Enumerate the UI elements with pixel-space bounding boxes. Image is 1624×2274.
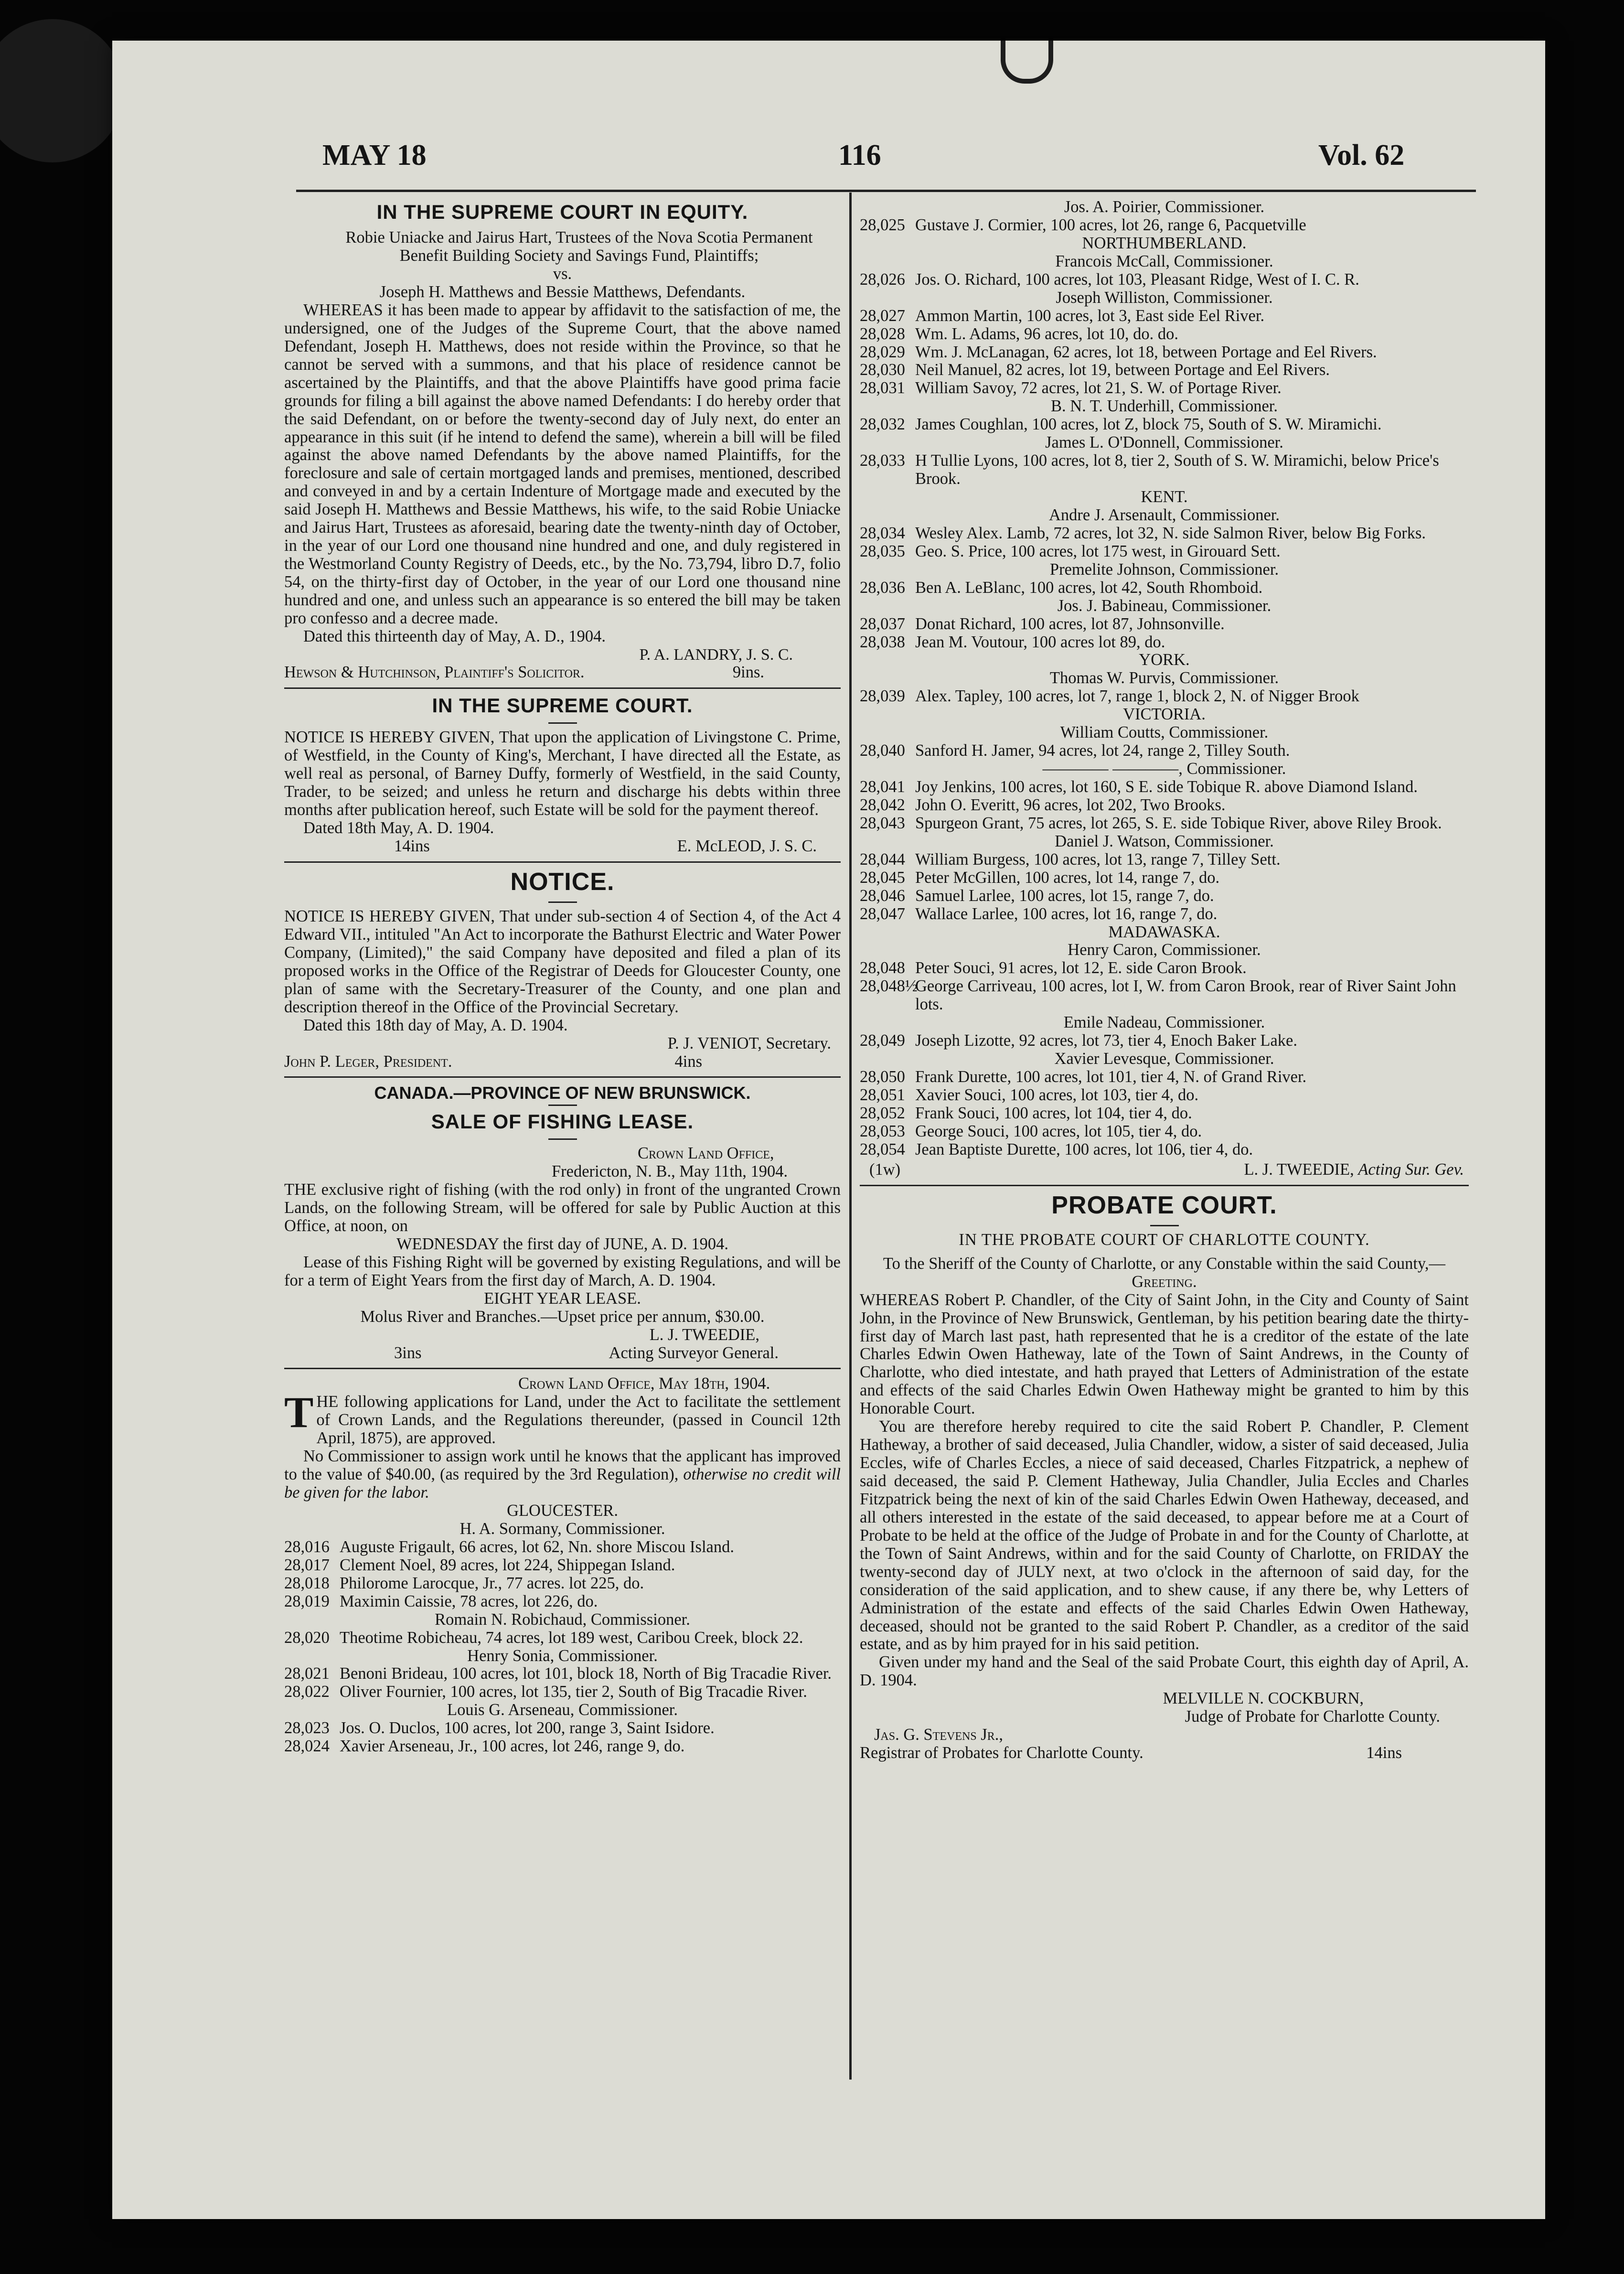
entry-number: 28,038 (860, 633, 905, 651)
entry-number: 28,023 (284, 1719, 330, 1738)
entry-text: Wm. L. Adams, 96 acres, lot 10, do. do. (915, 324, 1178, 343)
entry-text: Auguste Frigault, 66 acres, lot 62, Nn. shore Miscou Island. (340, 1537, 734, 1556)
divider (284, 687, 841, 689)
entry-text: Jean M. Voutour, 100 acres lot 89, do. (915, 633, 1165, 651)
land-entry (860, 633, 1469, 652)
entry-text: Frank Durette, 100 acres, lot 101, tier 4, N. of Grand River. (915, 1068, 1307, 1086)
entry-text: Jos. O. Duclos, 100 acres, lot 200, range 3, Saint Isidore. (340, 1719, 715, 1738)
entry-text: Philorome Larocque, Jr., 77 acres. lot 225, do. (340, 1574, 644, 1592)
equity-judge: P. A. LANDRY, J. S. C. (639, 645, 793, 664)
entry-number: 28,053 (860, 1122, 905, 1140)
divider (860, 1185, 1469, 1186)
fishing-title: SALE OF FISHING LEASE. (431, 1110, 694, 1133)
fishing-office: Crown Land Office, (638, 1144, 774, 1163)
entry-text: Oliver Fournier, 100 acres, lot 135, tier 2, South of Big Tracadie River. (340, 1683, 807, 1701)
entry-number: 28,049 (860, 1031, 905, 1050)
probate-greeting: Greeting. (1132, 1272, 1197, 1291)
probate-body2: You are therefore hereby required to cite the said Robert P. Chandler, P. Clement Hatheway, a brother of said deceased, Julia Chandler, widow, a sister of said deceased, Julia Eccles, wife of Charles Eccles, a niece of said deceased, Charles Fitzpatrick, a nephew of said deceased, the said P. Clement Hatheway, Julia Chandler, Julia Eccles and Charles Fitzpatrick being the next of kin of the said Charles Edwin Owen Hatheway, deceased, and all others interested in the estate of the said deceased, to appear before me at a Court of Probate to be held at the office of the Judge of Probate in and for the County of Charlotte, at the Town of Saint Andrews, within and for the said County of Charlotte, on FRIDAY the twenty-second day of JULY next, at two o'clock in the afternoon of said day, for the consideration of the said application, and to shew cause, if any there be, why Letters of Administration of the estate and effects of the said Charles Edwin Owen Hatheway, deceased, should not be granted to the said Robert P. Chandler, as a creditor of the said estate, and as by him prayed for in his said petition. (860, 1417, 1469, 1653)
probate-judge: MELVILLE N. COCKBURN, (1163, 1689, 1364, 1708)
land-entry (284, 1665, 841, 1683)
binder-ring (1001, 41, 1053, 84)
land-entry (860, 343, 1469, 362)
land-entry (860, 216, 1469, 235)
commissioner-watson: Daniel J. Watson, Commissioner. (1055, 832, 1274, 850)
crown-intro-text: HE following applications for Land, under the Act to facilitate the settlement of Crown Lands, and the Regulations thereunder, (passed in Council 12th April, 1875), are approved. (316, 1393, 841, 1448)
entry-text: Sanford H. Jamer, 94 acres, lot 24, range 2, Tilley South. (915, 741, 1290, 760)
entry-text: George Souci, 100 acres, lot 105, tier 4, do. (915, 1122, 1202, 1140)
fishing-province: CANADA.—PROVINCE OF NEW BRUNSWICK. (374, 1083, 751, 1103)
land-entry (284, 1593, 841, 1611)
entry-number: 28,032 (860, 415, 905, 434)
entry-text: Ammon Martin, 100 acres, lot 3, East side Eel River. (915, 306, 1265, 325)
fishing-body2: Lease of this Fishing Right will be governed by existing Regulations, and will be for a term of Eight Years from the first day of March, A. D. 1904. (284, 1253, 841, 1289)
supreme-title: IN THE SUPREME COURT. (432, 694, 693, 717)
equity-vs: vs. (553, 265, 572, 283)
entry-number: 28,040 (860, 741, 905, 760)
land-entry (860, 525, 1469, 543)
land-entry (284, 1538, 841, 1556)
commissioner-arsenault: Andre J. Arsenault, Commissioner. (1049, 505, 1280, 524)
commissioner-blank: ———— ————, Commissioner. (1042, 760, 1286, 778)
crown-intro (284, 1388, 841, 1448)
entry-number: 28,029 (860, 343, 905, 361)
entry-text: Donat Richard, 100 acres, lot 87, Johnsonville. (915, 614, 1225, 633)
commissioner-caron: Henry Caron, Commissioner. (1068, 941, 1261, 959)
entry-text: James Coughlan, 100 acres, lot Z, block 75, South of S. W. Miramichi. (915, 415, 1382, 434)
entry-text: William Burgess, 100 acres, lot 13, range 7, Tilley Sett. (915, 850, 1281, 869)
binder-hole-shadow (0, 19, 124, 162)
crown-note-italic: otherwise no credit will be given for the labor. (284, 1465, 841, 1502)
entry-number: 28,047 (860, 904, 905, 923)
supreme-dated: Dated 18th May, A. D. 1904. (303, 818, 494, 837)
equity-solicitor-row (284, 664, 841, 682)
fishing-sig-title: Acting Surveyor General. (609, 1343, 779, 1362)
county-york: YORK. (1139, 651, 1190, 669)
land-entry (860, 615, 1469, 633)
equity-ins: 9ins. (732, 663, 764, 682)
entry-text: Peter Souci, 91 acres, lot 12, E. side Caron Brook. (915, 959, 1247, 977)
entry-text: John O. Everitt, 96 acres, lot 202, Two Brooks. (915, 795, 1226, 814)
commissioner-poirier: Jos. A. Poirier, Commissioner. (1064, 198, 1265, 216)
entry-number: 28,024 (284, 1737, 330, 1756)
county-madawaska: MADAWASKA. (1108, 922, 1220, 941)
land-entry (284, 1629, 841, 1647)
entry-text: Wm. J. McLanagan, 62 acres, lot 18, between Portage and Eel Rivers. (915, 343, 1377, 361)
page-number: 116 (838, 139, 881, 172)
column-divider (849, 193, 852, 2080)
entry-text: Benoni Brideau, 100 acres, lot 101, block 18, North of Big Tracadie River. (340, 1664, 832, 1683)
entry-number: 28,018 (284, 1574, 330, 1592)
crown-sig-name: L. J. TWEEDIE, (1244, 1160, 1354, 1179)
supreme-judge: E. McLEOD, J. S. C. (677, 837, 817, 855)
entry-number: 28,050 (860, 1068, 905, 1086)
entry-number: 28,026 (860, 270, 905, 289)
entry-number: 28,030 (860, 361, 905, 379)
probate-body1: WHEREAS Robert P. Chandler, of the City of Saint John, in the City and County of Saint John, in the Province of New Brunswick, Gentleman, by his petition bearing date the thirty-first day of March last past, hath represented that he is a creditor of the estate of the late Charles Edwin Owen Hatheway, late of the Town of Saint Andrews, in the County of Charlotte, who died intestate, and hath prayed that Letters of Administration of the estate and effects of the said Charles Edwin Owen Hatheway might be granted to him by this Honorable Court. (860, 1290, 1469, 1418)
title-underline (548, 1105, 577, 1106)
land-entry (284, 1719, 841, 1738)
land-entry (860, 1141, 1469, 1159)
county-kent: KENT. (1141, 488, 1188, 506)
land-entry (284, 1683, 841, 1701)
entry-number: 28,051 (860, 1085, 905, 1104)
entry-text: Neil Manuel, 82 acres, lot 19, between Portage and Eel Rivers. (915, 361, 1330, 379)
commissioner-arseneau: Louis G. Arseneau, Commissioner. (447, 1701, 678, 1719)
county-victoria: VICTORIA. (1123, 705, 1206, 724)
entry-text: Xavier Arseneau, Jr., 100 acres, lot 246, range 9, do. (340, 1737, 685, 1756)
land-entry (284, 1575, 841, 1593)
equity-parties: Robie Uniacke and Jairus Hart, Trustees of the Nova Scotia Permanent Benefit Building Society and Savings Fund, Plaintiffs; (345, 228, 813, 265)
crown-tag: (1w) (869, 1160, 901, 1179)
title-underline (548, 901, 577, 903)
land-entry (860, 416, 1469, 434)
land-entry (860, 796, 1469, 815)
crown-sig-row (860, 1159, 1469, 1179)
notice-president: John P. Leger, President. (284, 1052, 452, 1071)
probate-title: PROBATE COURT. (1051, 1191, 1277, 1219)
land-entry (860, 579, 1469, 597)
probate-registrar: Jas. G. Stevens Jr., (874, 1726, 1004, 1744)
county-northumberland: NORTHUMBERLAND. (1082, 234, 1247, 252)
notice-dated: Dated this 18th day of May, A. D. 1904. (303, 1016, 568, 1034)
land-entry (860, 271, 1469, 289)
equity-defendants: Joseph H. Matthews and Bessie Matthews, Defendants. (379, 283, 746, 301)
probate-body3: Given under my hand and the Seal of the said Probate Court, this eighth day of April, A. D. 1904. (860, 1653, 1469, 1690)
entry-number: 28,033 (860, 451, 905, 470)
notice-title: NOTICE. (510, 868, 615, 896)
land-entry (860, 905, 1469, 923)
left-column (284, 198, 841, 1756)
land-entry (284, 1556, 841, 1575)
entry-number: 28,037 (860, 614, 905, 633)
entry-number: 28,035 (860, 542, 905, 560)
entry-text: H Tullie Lyons, 100 acres, lot 8, tier 2, South of S. W. Miramichi, below Price's Brook. (915, 451, 1439, 488)
newspaper-page (112, 41, 1545, 2219)
fishing-body1: THE exclusive right of fishing (with the rod only) in front of the ungranted Crown Lands, on the following Stream, will be offered for sale by Public Auction at this Office, at noon, on (284, 1180, 841, 1235)
entry-text: George Carriveau, 100 acres, lot I, W. from Caron Brook, rear of River Saint John lots. (915, 977, 1456, 1014)
probate-registrar-row (860, 1744, 1469, 1762)
entry-number: 28,025 (860, 215, 905, 234)
header-date: MAY 18 (322, 139, 427, 172)
land-entry (860, 851, 1469, 869)
fishing-sig-row (284, 1344, 841, 1362)
entry-number: 28,042 (860, 795, 905, 814)
entry-text: Wallace Larlee, 100 acres, lot 16, range 7, do. (915, 904, 1218, 923)
land-entry (284, 1738, 841, 1756)
probate-address (860, 1255, 1469, 1291)
commissioner-nadeau: Emile Nadeau, Commissioner. (1063, 1013, 1265, 1032)
entry-number: 28,046 (860, 886, 905, 905)
probate-subtitle: IN THE PROBATE COURT OF CHARLOTTE COUNTY. (959, 1230, 1370, 1249)
entry-number: 28,027 (860, 306, 905, 325)
title-underline (548, 1138, 577, 1140)
notice-ins: 4ins (674, 1052, 702, 1071)
probate-address-text: To the Sheriff of the County of Charlotte, or any Constable within the said County,— (883, 1254, 1446, 1273)
entry-text: Xavier Souci, 100 acres, lot 103, tier 4, do. (915, 1085, 1199, 1104)
entry-text: Ben A. LeBlanc, 100 acres, lot 42, South Rhomboid. (915, 578, 1263, 597)
commissioner-sormany: H. A. Sormany, Commissioner. (459, 1519, 665, 1538)
entry-number: 28,045 (860, 868, 905, 887)
notice-body: NOTICE IS HEREBY GIVEN, That under sub-section 4 of Section 4, of the Act 4 Edward VII., intituled "An Act to incorporate the Bathurst Electric and Water Power Company, (Limited)," the said Company have deposited and filed a plan of its proposed works in the Office of the Registrar of Deeds for Gloucester County, one plan of same with the Secretary-Treasurer of the County, and one plan and description thereof in the Office of the Provincial Secretary. (284, 907, 841, 1016)
entry-number: 28,039 (860, 687, 905, 706)
commissioner-underhill: B. N. T. Underhill, Commissioner. (1050, 397, 1278, 416)
land-entry (860, 307, 1469, 325)
entry-number: 28,019 (284, 1592, 330, 1610)
entry-number: 28,020 (284, 1628, 330, 1647)
land-entry (860, 1123, 1469, 1141)
land-entry (860, 379, 1469, 397)
divider (284, 1076, 841, 1078)
entry-number: 28,044 (860, 850, 905, 869)
notice-secretary: P. J. VENIOT, Secretary. (667, 1034, 831, 1052)
commissioner-johnson: Premelite Johnson, Commissioner. (1049, 560, 1279, 579)
notice-president-row (284, 1053, 841, 1071)
land-entry (860, 815, 1469, 833)
land-entry (860, 869, 1469, 887)
land-entry (860, 1086, 1469, 1105)
entry-text: Joseph Lizotte, 92 acres, lot 73, tier 4, Enoch Baker Lake. (915, 1031, 1297, 1050)
entry-number: 28,054 (860, 1140, 905, 1158)
entry-number: 28,043 (860, 814, 905, 832)
crown-note (284, 1448, 841, 1502)
entry-text: Geo. S. Price, 100 acres, lot 175 west, in Girouard Sett. (915, 542, 1281, 560)
entry-text: Spurgeon Grant, 75 acres, lot 265, S. E. side Tobique River, above Riley Brook. (915, 814, 1442, 832)
land-entry (860, 543, 1469, 561)
entry-text: Jos. O. Richard, 100 acres, lot 103, Pleasant Ridge, West of I. C. R. (915, 270, 1359, 289)
land-entry (860, 1105, 1469, 1123)
crown-note-text: No Commissioner to assign work until he knows that the applicant has improved to the value of $40.00, (as required by the 3rd Regulation), (284, 1447, 841, 1484)
land-entry (860, 959, 1469, 977)
fishing-sig-name: L. J. TWEEDIE, (649, 1325, 759, 1344)
entry-text: Gustave J. Cormier, 100 acres, lot 26, range 6, Pacquetville (915, 215, 1306, 234)
title-underline (548, 722, 577, 724)
commissioner-williston: Joseph Williston, Commissioner. (1056, 288, 1273, 307)
drop-cap: T (284, 1388, 314, 1437)
fishing-river: Molus River and Branches.—Upset price per annum, $30.00. (360, 1307, 765, 1326)
entry-text: Joy Jenkins, 100 acres, lot 160, S E. side Tobique R. above Diamond Island. (915, 778, 1418, 796)
equity-title: IN THE SUPREME COURT IN EQUITY. (376, 201, 748, 223)
entry-text: Alex. Tapley, 100 acres, lot 7, range 1, block 2, N. of Nigger Brook (915, 687, 1359, 706)
land-entry (860, 1032, 1469, 1050)
crown-sig-title: Acting Sur. Gev. (1358, 1160, 1464, 1179)
entry-number: 28,021 (284, 1664, 330, 1683)
right-column (860, 198, 1469, 1762)
entry-text: Theotime Robicheau, 74 acres, lot 189 west, Caribou Creek, block 22. (340, 1628, 803, 1647)
divider (284, 1368, 841, 1369)
equity-dated: Dated this thirteenth day of May, A. D., 1904. (303, 627, 606, 645)
entry-number: 28,017 (284, 1555, 330, 1574)
commissioner-purvis: Thomas W. Purvis, Commissioner. (1049, 669, 1279, 687)
entry-text: William Savoy, 72 acres, lot 21, S. W. of Portage River. (915, 379, 1282, 397)
entry-number: 28,034 (860, 524, 905, 542)
land-entry (860, 325, 1469, 343)
entry-text: Wesley Alex. Lamb, 72 acres, lot 32, N. side Salmon River, below Big Forks. (915, 524, 1426, 542)
entry-number: 28,048 (860, 959, 905, 977)
entry-number: 28,048½ (860, 977, 918, 996)
probate-ins: 14ins (1366, 1744, 1402, 1762)
entry-text: Samuel Larlee, 100 acres, lot 15, range 7, do. (915, 886, 1214, 905)
commissioner-babineau: Jos. J. Babineau, Commissioner. (1057, 596, 1271, 615)
fishing-day: WEDNESDAY the first day of JUNE, A. D. 1904. (396, 1234, 729, 1253)
land-entry (860, 887, 1469, 905)
equity-solicitor: Hewson & Hutchinson, Plaintiff's Solicitor. (284, 663, 585, 682)
header-rule (296, 190, 1476, 192)
entry-number: 28,022 (284, 1683, 330, 1701)
land-entry (860, 452, 1469, 488)
land-entry (860, 361, 1469, 379)
entry-number: 28,052 (860, 1104, 905, 1122)
commissioner-robichaud: Romain N. Robichaud, Commissioner. (435, 1610, 690, 1629)
land-entry (860, 977, 1469, 1014)
crown-office-date: Crown Land Office, May 18th, 1904. (518, 1374, 770, 1393)
commissioner-levesque: Xavier Levesque, Commissioner. (1054, 1050, 1274, 1068)
entry-text: Maximin Caissie, 78 acres, lot 226, do. (340, 1592, 598, 1610)
county-gloucester: GLOUCESTER. (507, 1502, 618, 1520)
equity-body: WHEREAS it has been made to appear by affidavit to the satisfaction of me, the undersigned, one of the Judges of the Supreme Court, that the above named Defendant, Joseph H. Matthews, does not reside within the Province, so that he cannot be served with a summons, and that his place of residence cannot be ascertained by the Plaintiffs, and that the above Plaintiffs have good prima facie grounds for filing a bill against the above named Defendants: I do hereby order that the said Defendant, on or before the twenty-second day of July next, do enter an appearance in this suit (if he intend to defend the same), wherein a bill will be filed against the above named Defendants by the above named Plaintiffs, for the foreclosure and sale of certain mortgaged lands and premises, mentioned, described and conveyed in and by a certain Indenture of Mortgage made and executed by the said Joseph H. Matthews and Bessie Matthews, his wife, to the said Robie Uniacke and Jairus Hart, Trustees as aforesaid, bearing date the twenty-ninth day of October, in the year of our Lord one thousand nine hundred and one, and duly registered in the Westmorland County Registry of Deeds, etc., by the No. 73,794, libro D.7, folio 54, on the thirty-first day of October, in the year of our Lord one thousand nine hundred and one, and unless such an appearance is so entered the bill may be taken pro confesso and a decree made. (284, 300, 841, 627)
probate-registrar-title: Registrar of Probates for Charlotte County. (860, 1744, 1143, 1762)
supreme-body: NOTICE IS HEREBY GIVEN, That upon the application of Livingstone C. Prime, of Westfield, in the County of King's, Merchant, I have directed all the Estate, as well real as personal, of Barney Duffy, formerly of Westfield, in the said County, Trader, to be seized; and unless he return and discharge his debts within three months after publication hereof, such Estate will be sold for the payment thereof. (284, 728, 841, 819)
divider (284, 861, 841, 863)
commissioner-coutts: William Coutts, Commissioner. (1060, 723, 1269, 742)
land-entry (860, 687, 1469, 706)
fishing-lease: EIGHT YEAR LEASE. (484, 1289, 641, 1308)
supreme-sig-row (284, 837, 841, 856)
entry-number: 28,036 (860, 578, 905, 597)
entry-number: 28,031 (860, 379, 905, 397)
commissioner-sonia: Henry Sonia, Commissioner. (467, 1646, 658, 1665)
crown-sig (1244, 1161, 1464, 1179)
land-entry (860, 742, 1469, 760)
fishing-ins: 3ins (394, 1343, 422, 1362)
commissioner-mccall: Francois McCall, Commissioner. (1055, 252, 1273, 270)
volume-number: Vol. 62 (1318, 139, 1405, 172)
title-underline (1150, 1225, 1179, 1226)
land-entry (860, 778, 1469, 796)
entry-text: Clement Noel, 89 acres, lot 224, Shippegan Island. (340, 1555, 675, 1574)
commissioner-odonnell: James L. O'Donnell, Commissioner. (1045, 433, 1283, 452)
land-entry (860, 1068, 1469, 1086)
entry-number: 28,028 (860, 324, 905, 343)
entry-text: Frank Souci, 100 acres, lot 104, tier 4, do. (915, 1104, 1192, 1122)
entry-number: 28,016 (284, 1537, 330, 1556)
fishing-place-date: Fredericton, N. B., May 11th, 1904. (552, 1162, 788, 1181)
probate-judge-title: Judge of Probate for Charlotte County. (1185, 1707, 1440, 1726)
entry-text: Jean Baptiste Durette, 100 acres, lot 106, tier 4, do. (915, 1140, 1253, 1158)
supreme-ins: 14ins (394, 837, 430, 855)
entry-number: 28,041 (860, 778, 905, 796)
entry-text: Peter McGillen, 100 acres, lot 14, range 7, do. (915, 868, 1220, 887)
